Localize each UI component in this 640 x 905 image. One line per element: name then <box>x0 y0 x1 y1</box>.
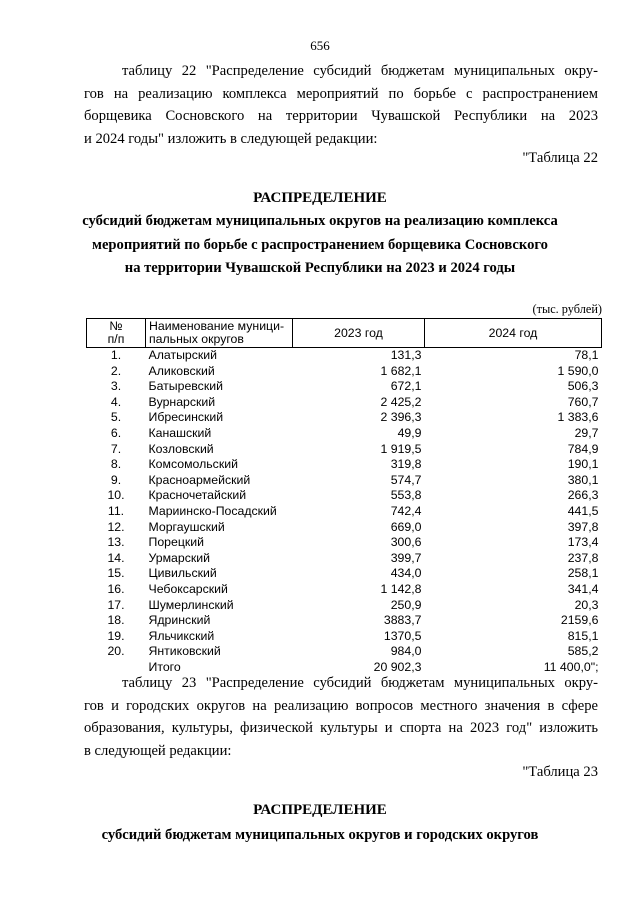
subsidy-table <box>86 318 602 675</box>
row-value-2023: 2 396,3 <box>380 410 422 425</box>
page-number: 656 <box>310 38 330 53</box>
table-row <box>87 520 602 536</box>
row-value-2023: 672,1 <box>390 379 422 394</box>
intro-line: борщевика Сосновского на территории Чувашской Республики на 2023 <box>84 108 598 124</box>
intro-line: и 2024 годы" изложить в следующей редакции: <box>84 130 378 147</box>
row-number: 19. <box>107 628 125 643</box>
row-value-2023: 319,8 <box>390 457 422 472</box>
row-district-name: Вурнарский <box>148 394 216 409</box>
row-value-2024: 815,1 <box>567 628 599 643</box>
row-value-2024: 441,5 <box>567 503 599 518</box>
units-label: (тыс. рублей) <box>532 302 602 316</box>
row-number: 1. <box>110 348 122 362</box>
next-line: в следующей редакции: <box>84 742 232 759</box>
subheading-line: мероприятий по борьбе с распространением борщевика Сосновского <box>92 236 548 253</box>
row-value-2024: 20,3 <box>574 597 599 612</box>
table-row <box>87 348 602 364</box>
row-value-2024: 784,9 <box>567 441 599 456</box>
subheading-line: на территории Чувашской Республики на 2023 и 2024 годы <box>124 260 516 276</box>
row-value-2023: 131,3 <box>390 348 422 362</box>
intro-line: таблицу 22 "Распределение субсидий бюджетам муниципальных окру- <box>122 63 598 79</box>
row-value-2024: 380,1 <box>567 472 599 487</box>
total-label: Итого <box>148 659 181 674</box>
row-value-2023: 2 425,2 <box>380 394 422 409</box>
row-district-name: Мариинско-Посадский <box>148 503 277 518</box>
table-row <box>87 535 602 551</box>
row-district-name: Ибресинский <box>148 410 224 425</box>
table-row <box>87 582 602 598</box>
row-value-2024: 78,1 <box>574 348 599 362</box>
row-number: 15. <box>107 566 125 581</box>
table-row <box>87 395 602 411</box>
row-district-name: Янтиковский <box>148 644 221 659</box>
table23-label: "Таблица 23 <box>522 764 598 780</box>
table-row <box>87 442 602 458</box>
row-value-2023: 574,7 <box>390 472 422 487</box>
next-line: образования, культуры, физической культуры и спорта на 2023 год" изложить <box>84 720 598 736</box>
row-number: 3. <box>110 379 122 394</box>
row-value-2023: 250,9 <box>390 597 422 612</box>
row-district-name: Батыревский <box>148 379 223 394</box>
row-value-2023: 1370,5 <box>383 628 422 643</box>
row-district-name: Порецкий <box>148 535 205 550</box>
row-value-2023: 300,6 <box>390 535 422 550</box>
row-number: 8. <box>110 457 122 472</box>
subheading-line: субсидий бюджетам муниципальных округов на реализацию комплекса <box>82 213 558 229</box>
total-value-2023: 20 902,3 <box>373 659 422 674</box>
row-number: 11. <box>107 503 125 518</box>
row-value-2023: 669,0 <box>390 519 422 534</box>
row-number: 9. <box>110 472 122 487</box>
next-line: гов и городских округов на реализацию вопросов местного значения в сфере <box>84 697 598 714</box>
row-value-2023: 434,0 <box>390 566 422 581</box>
row-number: 7. <box>110 441 122 456</box>
table23-heading: РАСПРЕДЕЛЕНИЕ <box>253 802 387 818</box>
row-number: 14. <box>107 550 125 565</box>
row-district-name: Шумерлинский <box>148 597 234 612</box>
row-value-2023: 3883,7 <box>383 613 422 628</box>
row-number: 20. <box>107 644 125 659</box>
table22-subheading <box>0 210 640 281</box>
row-district-name: Канашский <box>148 425 212 440</box>
row-value-2024: 397,8 <box>567 519 599 534</box>
row-value-2024: 190,1 <box>567 457 599 472</box>
row-value-2023: 553,8 <box>390 488 422 503</box>
row-district-name: Аликовский <box>148 363 215 378</box>
row-value-2024: 173,4 <box>567 535 599 550</box>
row-value-2023: 1 142,8 <box>380 581 422 596</box>
intro-line: гов на реализацию комплекса мероприятий по борьбе с распространением <box>84 85 598 102</box>
row-value-2024: 1 383,6 <box>557 410 599 425</box>
row-district-name: Урмарский <box>148 550 210 565</box>
table23-subheading: субсидий бюджетам муниципальных округов и городских округов <box>101 827 539 843</box>
table-row <box>87 504 602 520</box>
table-row <box>87 457 602 473</box>
row-district-name: Чебоксарский <box>148 581 228 596</box>
row-value-2023: 399,7 <box>390 550 422 565</box>
table-header-row <box>87 319 602 348</box>
header-2024: 2024 год <box>425 319 602 348</box>
row-value-2023: 1 682,1 <box>380 363 422 378</box>
table22-heading: РАСПРЕДЕЛЕНИЕ <box>253 190 387 206</box>
row-number: 16. <box>107 581 125 596</box>
table-row <box>87 629 602 645</box>
row-district-name: Моргаушский <box>148 519 225 534</box>
row-value-2024: 341,4 <box>567 581 599 596</box>
row-district-name: Яльчикский <box>148 628 215 643</box>
row-value-2023: 742,4 <box>390 503 422 518</box>
table-row <box>87 410 602 426</box>
table-row <box>87 488 602 504</box>
row-district-name: Комсомольский <box>148 457 238 472</box>
header-name: Наименование муници- пальных округов <box>146 319 293 348</box>
row-number: 17. <box>107 597 125 612</box>
row-value-2024: 258,1 <box>567 566 599 581</box>
row-value-2024: 585,2 <box>567 644 599 659</box>
table-row <box>87 644 602 660</box>
row-value-2024: 1 590,0 <box>557 363 599 378</box>
row-value-2023: 984,0 <box>390 644 422 659</box>
row-value-2024: 237,8 <box>567 550 599 565</box>
table-row <box>87 566 602 582</box>
row-number: 13. <box>107 535 125 550</box>
row-number: 10. <box>107 488 125 503</box>
row-number: 6. <box>110 425 122 440</box>
row-district-name: Алатырский <box>148 348 218 362</box>
row-value-2024: 760,7 <box>567 394 599 409</box>
header-2023: 2023 год <box>293 319 425 348</box>
row-value-2024: 506,3 <box>567 379 599 394</box>
table-row <box>87 426 602 442</box>
next-line: таблицу 23 "Распределение субсидий бюджетам муниципальных окру- <box>122 675 598 691</box>
row-value-2024: 2159,6 <box>560 613 599 628</box>
table-row <box>87 613 602 629</box>
row-number: 4. <box>110 394 122 409</box>
table-row <box>87 598 602 614</box>
row-number: 12. <box>107 519 125 534</box>
row-district-name: Красночетайский <box>148 488 247 503</box>
table-row <box>87 364 602 380</box>
total-value-2024: 11 400,0"; <box>543 659 599 674</box>
next-paragraph <box>84 672 598 762</box>
row-value-2024: 266,3 <box>567 488 599 503</box>
row-number: 5. <box>110 410 122 425</box>
row-number: 18. <box>107 613 125 628</box>
row-district-name: Ядринский <box>148 613 211 628</box>
row-value-2024: 29,7 <box>574 425 599 440</box>
intro-paragraph <box>84 60 598 150</box>
header-num: № п/п <box>87 319 146 348</box>
row-district-name: Красноармейский <box>148 472 251 487</box>
table-row <box>87 379 602 395</box>
row-value-2023: 49,9 <box>397 425 422 440</box>
table-row <box>87 551 602 567</box>
row-district-name: Цивильский <box>148 566 217 581</box>
table-row <box>87 473 602 489</box>
row-district-name: Козловский <box>148 441 214 456</box>
row-value-2023: 1 919,5 <box>380 441 422 456</box>
row-number: 2. <box>110 363 122 378</box>
table22-label: "Таблица 22 <box>522 150 598 166</box>
